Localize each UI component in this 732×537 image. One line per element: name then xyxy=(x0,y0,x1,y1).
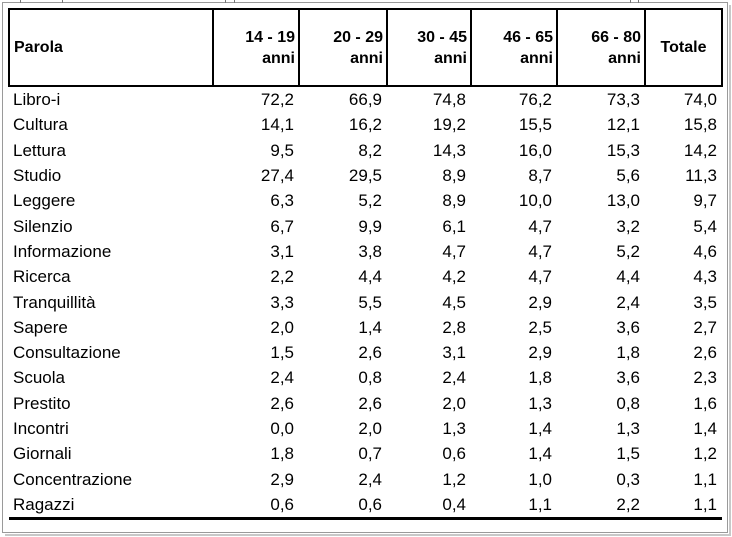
cell-value: 2,2 xyxy=(557,492,645,519)
column-header-line1: Totale xyxy=(660,39,707,56)
cell-totale: 9,7 xyxy=(693,191,717,211)
cell-value: 15,3 xyxy=(606,140,640,160)
cell-value: 13,0 xyxy=(606,191,640,211)
table-row xyxy=(9,365,722,390)
cell-value: 3,1 xyxy=(442,343,466,363)
row-word: Studio xyxy=(13,166,62,186)
cell-value: 2,2 xyxy=(270,267,294,287)
cell-value: 1,2 xyxy=(442,469,466,489)
table-body xyxy=(9,86,722,519)
row-word: Giornali xyxy=(13,444,72,464)
row-word: Incontri xyxy=(13,419,69,438)
cell-value: 4,7 xyxy=(442,241,466,261)
column-header-age-5 xyxy=(557,9,645,86)
table-row xyxy=(9,340,722,365)
row-word: Scuola xyxy=(13,368,65,388)
table-row xyxy=(9,441,722,466)
cell-value: 12,1 xyxy=(606,115,640,135)
cell-value: 76,2 xyxy=(518,90,552,110)
cell-value: 0,4 xyxy=(387,492,471,519)
column-header-line2: anni xyxy=(350,49,383,67)
cell-value: 3,3 xyxy=(270,292,294,312)
cell-value: 2,0 xyxy=(442,393,466,413)
cell-value: 74,8 xyxy=(432,90,466,110)
cell-value: 4,5 xyxy=(442,292,466,312)
row-word: Lettura xyxy=(13,140,66,160)
cell-value: 5,2 xyxy=(358,191,382,211)
word-frequency-table xyxy=(8,8,723,520)
cell-totale: 15,8 xyxy=(683,115,717,135)
cell-value: 1,4 xyxy=(528,419,552,438)
table-row xyxy=(9,213,722,238)
cell-value: 3,2 xyxy=(616,216,640,236)
column-header-line2: anni xyxy=(434,49,467,67)
cell-value: 2,6 xyxy=(358,343,382,363)
cell-value: 0,8 xyxy=(358,368,382,388)
row-word: Concentrazione xyxy=(13,469,133,489)
table-row xyxy=(9,416,722,441)
cell-value: 27,4 xyxy=(260,166,294,186)
cell-value: 2,9 xyxy=(270,469,294,489)
cell-value: 14,1 xyxy=(260,115,294,135)
cell-value: 1,3 xyxy=(528,393,552,413)
cell-value: 9,5 xyxy=(270,140,294,160)
cell-value: 1,4 xyxy=(358,317,382,337)
cell-totale: 4,6 xyxy=(693,241,717,261)
column-header-age-4 xyxy=(471,9,557,86)
cell-value: 4,7 xyxy=(528,216,552,236)
cell-totale: 2,3 xyxy=(693,368,717,388)
cell-value: 2,4 xyxy=(616,292,640,312)
cell-value: 1,3 xyxy=(616,419,640,438)
cell-value: 6,3 xyxy=(270,191,294,211)
table-row xyxy=(9,138,722,163)
column-header-age-1 xyxy=(213,9,299,86)
cell-value: 0,7 xyxy=(358,444,382,464)
table-row xyxy=(9,86,722,112)
column-header-line2: anni xyxy=(608,49,641,67)
top-cropped-marks xyxy=(0,0,732,3)
cell-value: 4,2 xyxy=(442,267,466,287)
column-header-line1: 66 - 80 xyxy=(591,28,641,46)
row-word: Cultura xyxy=(13,115,68,135)
cell-value: 1,4 xyxy=(528,444,552,464)
cell-totale: 1,1 xyxy=(693,469,717,489)
row-word: Prestito xyxy=(13,393,71,413)
cell-value: 5,2 xyxy=(616,241,640,261)
cell-value: 16,2 xyxy=(348,115,382,135)
cell-totale: 5,4 xyxy=(693,216,717,236)
cell-value: 3,6 xyxy=(616,368,640,388)
cell-value: 8,2 xyxy=(358,140,382,160)
cell-value: 4,4 xyxy=(616,267,640,287)
column-header-age-2 xyxy=(299,9,387,86)
cell-value: 3,6 xyxy=(616,317,640,337)
row-word: Leggere xyxy=(13,191,76,211)
table-row xyxy=(9,264,722,289)
word-frequency-table-sheet xyxy=(8,8,721,520)
cell-value: 3,1 xyxy=(270,241,294,261)
cell-value: 0,6 xyxy=(213,492,299,519)
table-row xyxy=(9,239,722,264)
cell-value: 72,2 xyxy=(260,90,294,110)
cell-value: 2,5 xyxy=(528,317,552,337)
cell-value: 0,0 xyxy=(270,419,294,438)
table-row xyxy=(9,391,722,416)
cell-value: 1,8 xyxy=(616,343,640,363)
table-row xyxy=(9,188,722,213)
cell-totale: 2,6 xyxy=(693,343,717,363)
row-word: Silenzio xyxy=(13,216,73,236)
cell-value: 66,9 xyxy=(348,90,382,110)
cell-value: 6,7 xyxy=(270,216,294,236)
cell-totale: 1,1 xyxy=(645,492,722,519)
row-word: Libro-i xyxy=(13,90,61,110)
cell-value: 3,8 xyxy=(358,241,382,261)
table-header xyxy=(9,9,722,86)
cell-value: 14,3 xyxy=(432,140,466,160)
cell-totale: 1,2 xyxy=(693,444,717,464)
cell-value: 5,6 xyxy=(616,166,640,186)
table-row xyxy=(9,466,722,491)
cell-value: 4,7 xyxy=(528,241,552,261)
cell-value: 15,5 xyxy=(518,115,552,135)
cell-value: 0,8 xyxy=(616,393,640,413)
column-header-line1: 14 - 19 xyxy=(245,28,295,46)
cell-value: 0,3 xyxy=(616,469,640,489)
cell-value: 9,9 xyxy=(358,216,382,236)
cell-value: 8,9 xyxy=(442,166,466,186)
table-row xyxy=(9,289,722,314)
column-header-parola xyxy=(9,9,213,86)
column-header-line1: 20 - 29 xyxy=(333,28,383,46)
row-word: Ragazzi xyxy=(9,492,213,519)
cell-value: 29,5 xyxy=(348,166,382,186)
cell-value: 1,8 xyxy=(270,444,294,464)
column-header-age-3 xyxy=(387,9,471,86)
cell-value: 2,8 xyxy=(442,317,466,337)
cell-value: 4,4 xyxy=(358,267,382,287)
cell-value: 8,7 xyxy=(528,166,552,186)
cell-value: 1,5 xyxy=(616,444,640,464)
column-header-line2: anni xyxy=(262,49,295,67)
cell-value: 2,0 xyxy=(270,317,294,337)
cell-value: 16,0 xyxy=(518,140,552,160)
cell-value: 1,3 xyxy=(442,419,466,438)
cell-totale: 14,2 xyxy=(683,140,717,160)
cell-totale: 4,3 xyxy=(693,267,717,287)
cell-totale: 74,0 xyxy=(683,90,717,110)
cell-value: 2,4 xyxy=(442,368,466,388)
cell-totale: 11,3 xyxy=(685,166,717,186)
column-header-totale xyxy=(645,9,722,86)
cell-value: 8,9 xyxy=(442,191,466,211)
column-header-line1: 46 - 65 xyxy=(503,28,553,46)
row-word: Tranquillità xyxy=(13,292,96,312)
table-row xyxy=(9,163,722,188)
cell-value: 0,6 xyxy=(442,444,466,464)
cell-totale: 2,7 xyxy=(693,317,717,337)
header-row xyxy=(9,9,722,86)
column-header-line1: 30 - 45 xyxy=(417,28,467,46)
cell-value: 1,0 xyxy=(528,469,552,489)
cell-value: 10,0 xyxy=(518,191,552,211)
cell-totale: 3,5 xyxy=(693,292,717,312)
cell-value: 2,6 xyxy=(270,393,294,413)
cell-value: 6,1 xyxy=(442,216,466,236)
cell-totale: 1,4 xyxy=(693,419,717,438)
cell-value: 1,8 xyxy=(528,368,552,388)
table-row xyxy=(9,492,722,519)
row-word: Consultazione xyxy=(13,343,121,363)
cell-value: 1,5 xyxy=(270,343,294,363)
cell-totale: 1,6 xyxy=(693,393,717,413)
row-word: Informazione xyxy=(13,241,112,261)
cell-value: 2,9 xyxy=(528,292,552,312)
row-word: Sapere xyxy=(13,317,68,337)
cell-value: 2,0 xyxy=(358,419,382,438)
table-row xyxy=(9,315,722,340)
cell-value: 2,4 xyxy=(270,368,294,388)
column-header-line2: anni xyxy=(520,49,553,67)
column-header-line1: Parola xyxy=(14,39,63,56)
cell-value: 0,6 xyxy=(299,492,387,519)
cell-value: 73,3 xyxy=(606,90,640,110)
cell-value: 19,2 xyxy=(432,115,466,135)
table-row xyxy=(9,112,722,137)
cell-value: 2,6 xyxy=(358,393,382,413)
cell-value: 2,9 xyxy=(528,343,552,363)
cell-value: 2,4 xyxy=(358,469,382,489)
cell-value: 1,1 xyxy=(471,492,557,519)
cell-value: 4,7 xyxy=(528,267,552,287)
cell-value: 5,5 xyxy=(358,292,382,312)
row-word: Ricerca xyxy=(13,267,71,287)
